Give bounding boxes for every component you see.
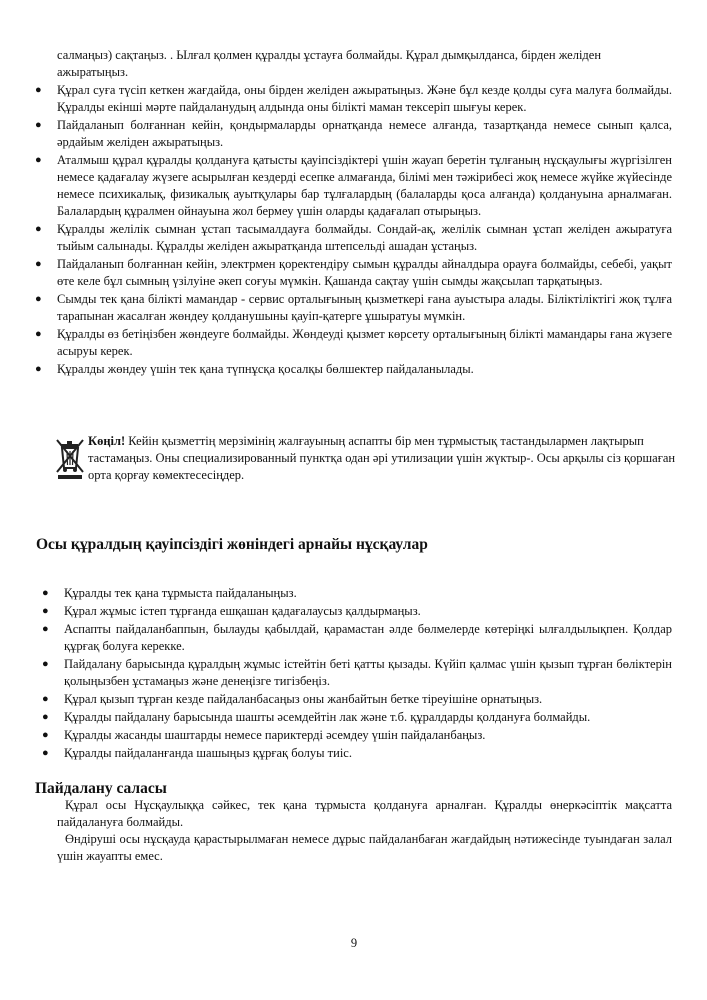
list-item-text: Аспапты пайдаланбаппын, былауды қабылдай, қарамастан әлде бөлмелерде көтеріңкі ылғалдылықпен. Қолдар құрғақ болуға керекке. [64, 622, 672, 653]
scope-paragraph-2-text: Өндіруші осы нұсқауда қарастырылмаған немесе дұрыс пайдаланбаған жағдайдың нәтижесінде туындаған залал үшін жауапты емес. [57, 832, 672, 863]
bullet-icon: ● [35, 258, 42, 270]
list-item-text: Құрал суға түсіп кеткен жағдайда, оны бірден желіден ажыратыңыз. Және бұл кезде қолды суға малуға болмайды. Құралды екінші мәрте пайдаланудың алдында оны білікті маман тексеріп шығуы керек. [57, 83, 672, 114]
list-item-text: Құралды пайдалану барысында шашты әсемдейтін лак және т.б. құралдарды қолдануға болмайды. [64, 710, 591, 724]
list-item [35, 117, 672, 151]
list-item [35, 152, 672, 220]
bullet-icon: ● [35, 363, 42, 375]
list-item [42, 621, 672, 655]
list-item-text: Құрал жұмыс істеп тұрғанда ешқашан қадағалаусыз қалдырмаңыз. [64, 604, 421, 618]
bullet-icon: ● [35, 119, 42, 131]
list-item [35, 256, 672, 290]
list-item-text: Құралды пайдаланғанда шашыңыз құрғақ болуы тиіс. [64, 746, 352, 760]
bullet-icon: ● [42, 729, 49, 741]
top-paragraph-line-1: салмаңыз) сақтаңыз. . Ылғал қолмен құралды ұстауға болмайды. Құрал дымқылданса, бірден желіден [57, 48, 602, 62]
list-item-text: Пайдаланып болғаннан кейін, қондырмаларды орнатқанда немесе алғанда, тазартқанда немесе сынып қалса, әрдайым желіден ажыратыңыз. [57, 118, 672, 149]
list-item [42, 745, 672, 762]
list-item-text: Құрал қызып тұрған кезде пайдаланбасаңыз оны жанбайтын бетке тіреуішіне орнатыңыз. [64, 692, 543, 706]
list-item-text: Құралды тек қана тұрмыста пайдаланыңыз. [64, 586, 297, 600]
crossed-out-wheelie-bin-icon [52, 435, 88, 481]
bullet-icon: ● [35, 328, 42, 340]
list-item-text: Құралды жасанды шаштарды немесе париктерді әсемдеу үшін пайдаланбаңыз. [64, 728, 486, 742]
special-safety-list [42, 585, 672, 762]
bullet-icon: ● [35, 293, 42, 305]
list-item [42, 656, 672, 690]
bullet-icon: ● [42, 693, 49, 705]
bullet-icon: ● [35, 84, 42, 96]
list-item [42, 727, 672, 744]
list-item-text: Құралды өз бетіңізбен жөндеуге болмайды. Жөндеуді қызмет көрсету орталығының білікті мамандары ғана жүзеге асыруы керек. [57, 327, 672, 358]
list-item-text: Пайдалану барысында құралдың жұмыс істейтін беті қатты қызады. Күйіп қалмас үшін қызып тұрған бөліктерін қолыңызбен ұстамаңыз және денеңізге тигізбеңіз. [64, 657, 672, 688]
bullet-icon: ● [42, 623, 49, 635]
scope-paragraph-2 [57, 831, 672, 865]
notice-body: Кейін қызметтің мерзімінің жалғауының аспапты бір мен тұрмыстық тастандылармен лақтырып тастамаңыз. Оны специализированный пунктқа одан әрі утилизации үшін жүктыр-. Осы арқылы сіз қоршаған орта қорғау көмектесесіңдер. [88, 434, 676, 482]
list-item-text: Құралды желілік сымнан ұстап тасымалдауға болмайды. Сондай-ақ, желілік сымнан ұстап желіден ажыратуға тыйым салынады. Құралды желіден ажыратқанда штепсельді ашадан ұстаңыз. [57, 222, 672, 253]
safety-bullet-list [35, 82, 672, 378]
list-item-text: Сымды тек қана білікті мамандар - сервис орталығының қызметкері ғана ауыстыра алады. Біліктіліктігі жоқ тұлға тарапынан жасалған жөндеу қолданушыны қауіп-қатерге ұшыратуы мүмкін. [57, 292, 672, 323]
notice-text [88, 433, 678, 484]
list-item [35, 361, 672, 378]
list-item [35, 326, 672, 360]
page-number: 9 [350, 936, 358, 950]
list-item [35, 82, 672, 116]
top-paragraph [57, 47, 672, 81]
section-title-scope: Пайдалану саласы [35, 780, 167, 797]
list-item [42, 585, 672, 602]
list-item-text: Пайдаланып болғаннан кейін, электрмен қоректендіру сымын құралды айналдыра орауға болмайды, себебі, уақыт өте келе бұл сымның үзілуіне әкеп соғуы мүмкін. Қашанда сақтау үшін сымды жақсылап тарқатыңыз. [57, 257, 672, 288]
notice-lead: Көңіл! [88, 434, 126, 448]
list-item [35, 291, 672, 325]
scope-paragraph-1-text: Құрал осы Нұсқаулыққа сәйкес, тек қана тұрмыста қолдануға арналған. Құралды өнеркәсіптік мақсатта пайдалануға болмайды. [57, 798, 672, 829]
bullet-icon: ● [35, 154, 42, 166]
list-item [35, 221, 672, 255]
list-item-text: Аталмыш құрал құралды қолдануға қатысты қауіпсіздіктері үшін жауап беретін тұлғаның нұсқаулығы жүргізілген немесе қадағалау жүзеге асырылған кездерді есепке алмағанда, білімі мен тәжірибесі жоқ немесе жүйке жүйесінде немесе психикалық, физикалық ауытқулары бар тұлғалардың (балаларды қоса алғанда) қолдануына арналмаған. Балалардың құралмен ойнауына жол бермеу үшін оларды қадағалап отырыңыз. [57, 153, 672, 218]
list-item-text: Құралды жөндеу үшін тек қана түпнұсқа қосалқы бөлшектер пайдаланылады. [57, 362, 474, 376]
bullet-icon: ● [42, 747, 49, 759]
list-item [42, 691, 672, 708]
list-item [42, 709, 672, 726]
list-item [42, 603, 672, 620]
scope-paragraph-1 [57, 797, 672, 831]
bullet-icon: ● [42, 658, 49, 670]
bullet-icon: ● [42, 605, 49, 617]
section-title-safety: Осы құралдың қауіпсіздігі жөніндегі арнайы нұсқаулар [36, 536, 428, 553]
bullet-icon: ● [42, 711, 49, 723]
bullet-icon: ● [35, 223, 42, 235]
bullet-icon: ● [42, 587, 49, 599]
top-paragraph-line-2: ажыратыңыз. [57, 65, 129, 79]
